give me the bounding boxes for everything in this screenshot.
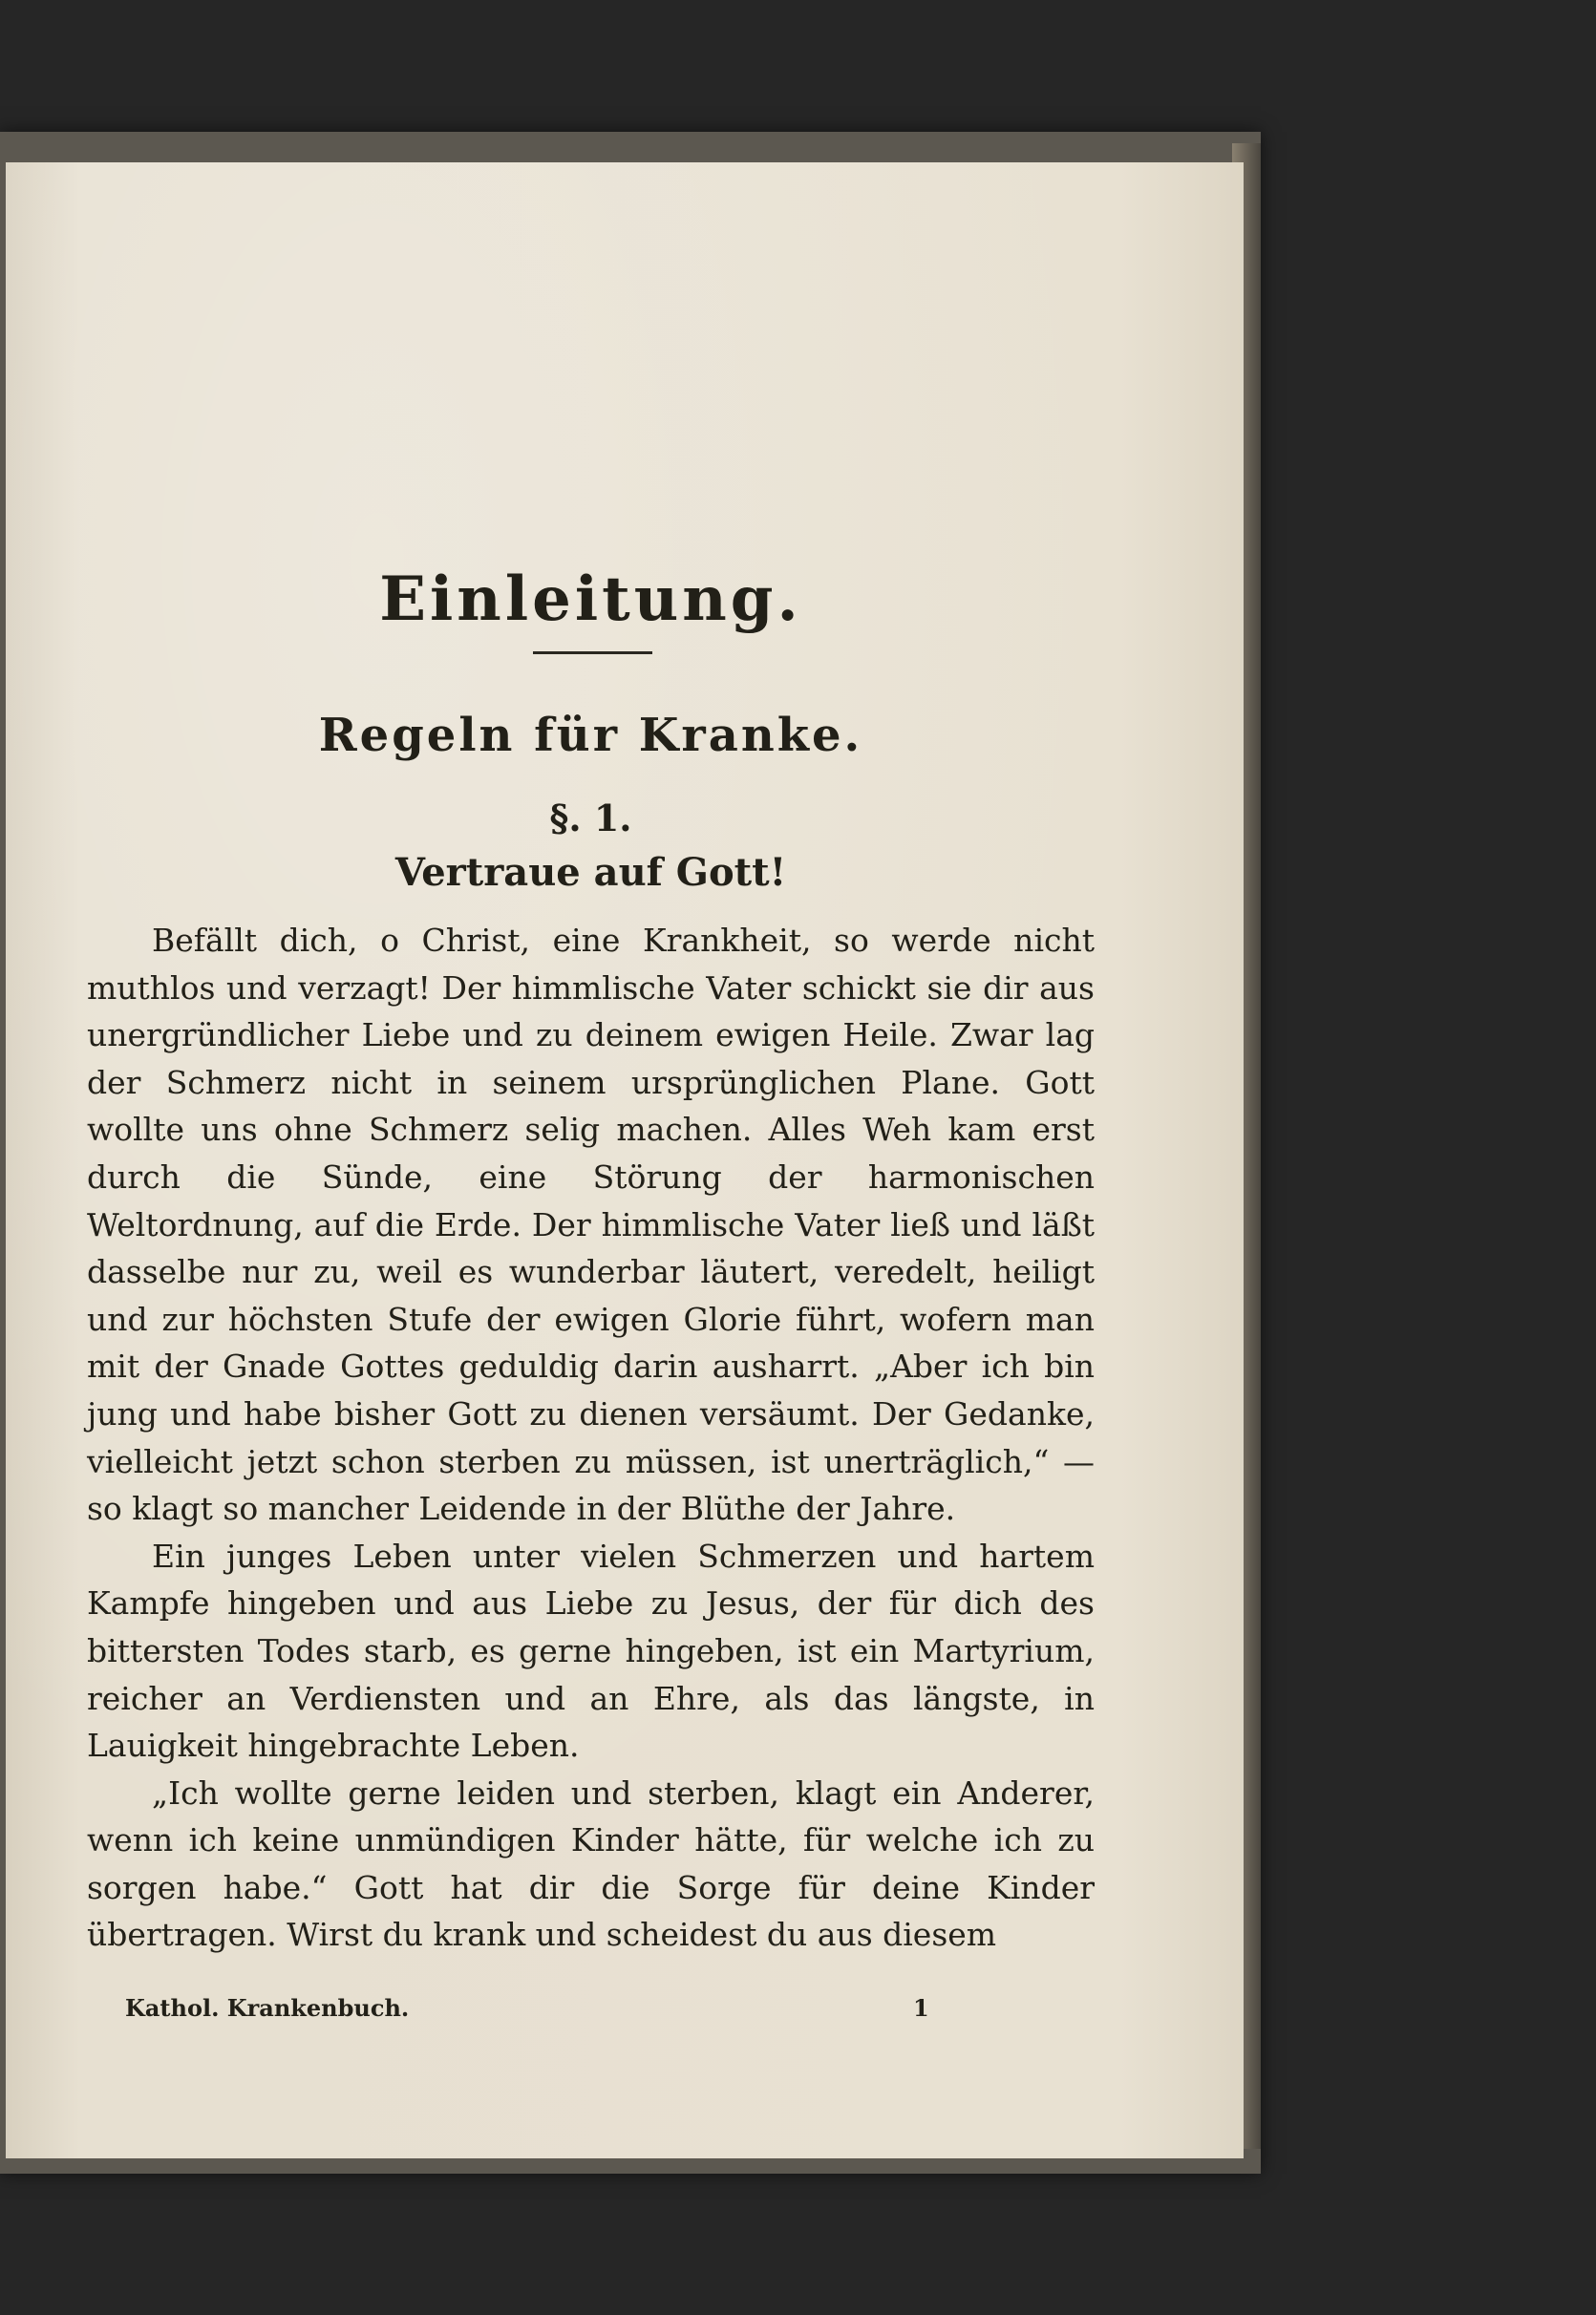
sheet-number: 1	[913, 1994, 929, 2022]
printer-signature: Kathol. Krankenbuch.	[125, 1994, 410, 2022]
body-text	[87, 917, 1095, 1959]
paragraph: Ein junges Leben unter vielen Schmerzen und hartem Kampfe hingeben und aus Liebe zu Jesus, der für dich des bittersten Todes starb, es gerne hingeben, ist ein Martyrium, reicher an Verdiensten und an Ehre, als das längste, in Lauigkeit hingebrachte Leben.	[87, 1537, 1095, 1765]
page-footer	[87, 1994, 1095, 2032]
paragraph-number: §. 1.	[549, 796, 632, 839]
section-heading: Regeln für Kranke.	[318, 709, 863, 762]
paragraph-subheading: Vertraue auf Gott!	[394, 850, 787, 895]
title-rule	[533, 651, 652, 654]
paragraph: Befällt dich, o Christ, eine Krankheit, so werde nicht muthlos und verzagt! Der himmlische Vater schickt sie dir aus unergründlicher Liebe und zu deinem ewigen Heile. Zwar lag der Schmerz nicht in seinem ursprünglichen Plane. Gott wollte uns ohne Schmerz selig machen. Alles Weh kam erst durch die Sünde, eine Störung der harmonischen Weltordnung, auf die Erde. Der himmlische Vater ließ und läßt dasselbe nur zu, weil es wunderbar läutert, veredelt, heiligt und zur höchsten Stufe der ewigen Glorie führt, wofern man mit der Gnade Gottes geduldig darin ausharrt. „Aber ich bin jung und habe bisher Gott zu dienen versäumt. Der Gedanke, vielleicht jetzt schon sterben zu müssen, ist unerträglich,“ — so klagt so mancher Leidende in der Blüthe der Jahre.	[87, 922, 1095, 1528]
chapter-title: Einleitung.	[379, 563, 802, 635]
paragraph: „Ich wollte gerne leiden und sterben, klagt ein Anderer, wenn ich keine unmündigen Kinder hätte, für welche ich zu sorgen habe.“ Gott hat dir die Sorge für deine Kinder übertragen. Wirst du krank und scheidest du aus diesem	[87, 1773, 1095, 1954]
page-paper	[6, 162, 1244, 2158]
